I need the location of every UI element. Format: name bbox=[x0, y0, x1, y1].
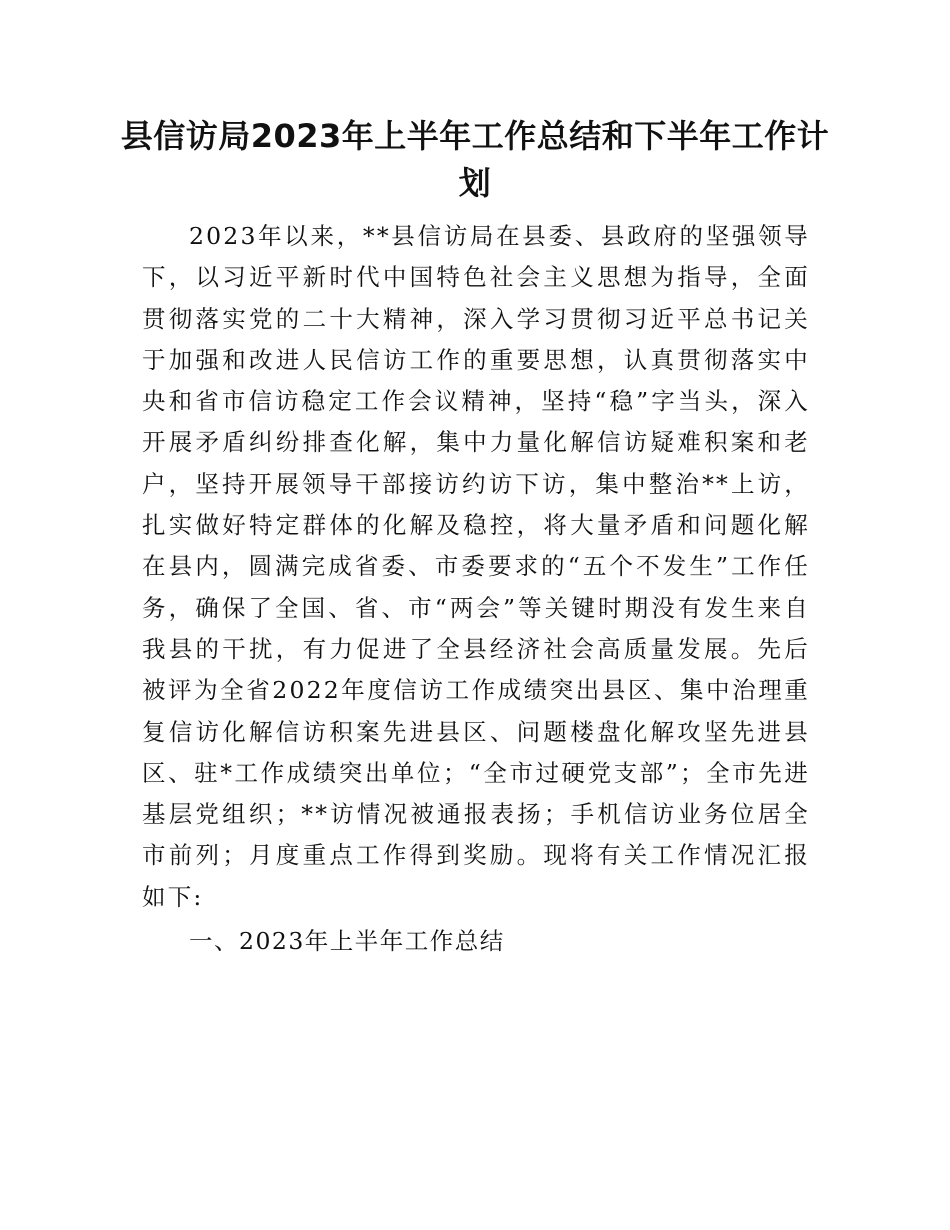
intro-paragraph: 2023年以来，**县信访局在县委、县政府的坚强领导下，以习近平新时代中国特色社会主义思想为指导，全面贯彻落实党的二十大精神，深入学习贯彻习近平总书记关于加强和改进人民信访工作的重要思想，认真贯彻落实中央和省市信访稳定工作会议精神，坚持“稳”字当头，深入开展矛盾纠纷排查化解，集中力量化解信访疑难积案和老户，坚持开展领导干部接访约访下访，集中整治**上访，扎实做好特定群体的化解及稳控，将大量矛盾和问题化解在县内，圆满完成省委、市委要求的“五个不发生”工作任务，确保了全国、省、市“两会”等关键时期没有发生来自我县的干扰，有力促进了全县经济社会高质量发展。先后被评为全省2022年度信访工作成绩突出县区、集中治理重复信访化解信访积案先进县区、问题楼盘化解攻坚先进县区、驻*工作成绩突出单位；“全市过硬党支部”；全市先进基层党组织；**访情况被通报表扬；手机信访业务位居全市前列；月度重点工作得到奖励。现将有关工作情况汇报如下: bbox=[142, 222, 810, 911]
document-title: 县信访局2023年上半年工作总结和下半年工作计划 bbox=[120, 117, 830, 202]
section-heading: 一、2023年上半年工作总结 bbox=[189, 927, 505, 955]
